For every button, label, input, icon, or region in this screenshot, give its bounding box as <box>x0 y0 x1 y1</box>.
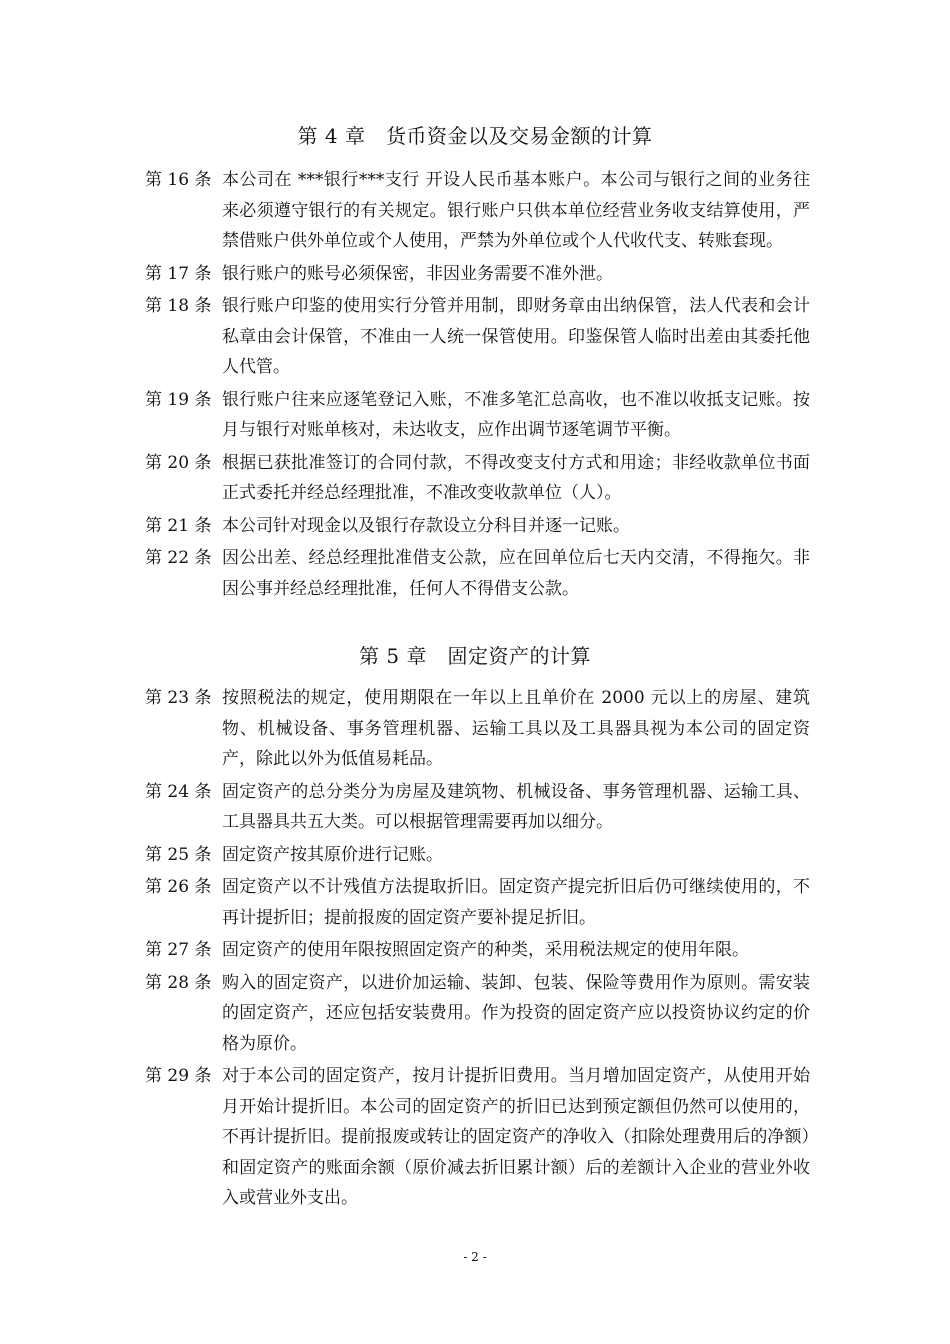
article-text: 按照税法的规定，使用期限在一年以上且单价在 2000 元以上的房屋、建筑物、机械设备、事务管理机器、运输工具以及工具器具视为本公司的固定资产，除此以外为低值易耗品。 <box>222 688 810 769</box>
article-text: 固定资产的使用年限按照固定资产的种类，采用税法规定的使用年限。 <box>222 940 749 960</box>
article-number: 第 22 条 <box>145 548 212 568</box>
article-number: 第 23 条 <box>145 688 212 708</box>
chapter-title: 第 5 章 固定资产的计算 <box>359 644 591 668</box>
article <box>145 840 810 871</box>
article-text: 购入的固定资产，以进价加运输、装卸、包装、保险等费用作为原则。需安装的固定资产，还应包括安装费用。作为投资的固定资产应以投资协议约定的价格为原价。 <box>222 972 810 1054</box>
article-text: 固定资产按其原价进行记账。 <box>222 844 443 865</box>
article-number: 第 20 条 <box>145 452 212 473</box>
article <box>145 968 810 1060</box>
article-number: 第 21 条 <box>145 515 212 536</box>
article <box>145 777 810 838</box>
article <box>145 511 810 542</box>
article-number: 第 25 条 <box>145 844 212 865</box>
article <box>145 683 810 775</box>
article <box>145 935 810 966</box>
article-text: 本公司针对现金以及银行存款设立分科目并逐一记账。 <box>222 515 630 536</box>
article-text: 根据已获批准签订的合同付款，不得改变支付方式和用途；非经收款单位书面正式委托并经总经理批准，不准改变收款单位（人）。 <box>222 452 810 503</box>
article <box>145 448 810 509</box>
article-text: 本公司在 ***银行***支行 开设人民币基本账户。本公司与银行之间的业务往来必须遵守银行的有关规定。银行账户只供本单位经营业务收支结算使用，严禁借账户供外单位或个人使用，严禁为外单位或个人代收代支、转账套现。 <box>222 170 810 251</box>
page-number: - 2 - <box>463 1250 487 1264</box>
article <box>145 165 810 257</box>
article <box>145 543 810 604</box>
article-number: 第 24 条 <box>145 781 212 802</box>
article-text: 固定资产以不计残值方法提取折旧。固定资产提完折旧后仍可继续使用的，不再计提折旧；提前报废的固定资产要补提足折旧。 <box>222 877 810 928</box>
article <box>145 385 810 446</box>
article <box>145 291 810 383</box>
article-text: 银行账户印鉴的使用实行分管并用制，即财务章由出纳保管，法人代表和会计私章由会计保管，不准由一人统一保管使用。印鉴保管人临时出差由其委托他人代管。 <box>222 296 810 377</box>
article-text: 银行账户往来应逐笔登记入账，不准多笔汇总高收，也不准以收抵支记账。按月与银行对账单核对，未达收支，应作出调节逐笔调节平衡。 <box>222 389 810 440</box>
article-number: 第 18 条 <box>145 296 212 316</box>
chapter-title: 第 4 章 货币资金以及交易金额的计算 <box>297 124 653 148</box>
article-number: 第 27 条 <box>145 940 212 960</box>
article <box>145 259 810 290</box>
article-text: 因公出差、经总经理批准借支公款，应在回单位后七天内交清，不得拖欠。非因公事并经总经理批准，任何人不得借支公款。 <box>222 548 810 599</box>
article-text: 固定资产的总分类分为房屋及建筑物、机械设备、事务管理机器、运输工具、工具器具共五大类。可以根据管理需要再加以细分。 <box>222 781 810 832</box>
article-number: 第 19 条 <box>145 389 212 410</box>
chapter-5-articles <box>145 683 810 1216</box>
article <box>145 1061 810 1214</box>
article-number: 第 29 条 <box>145 1066 212 1086</box>
article-number: 第 16 条 <box>145 170 212 190</box>
chapter-4-articles <box>145 165 810 606</box>
article <box>145 872 810 933</box>
article-text: 银行账户的账号必须保密，非因业务需要不准外泄。 <box>222 263 613 284</box>
article-number: 第 26 条 <box>145 877 212 897</box>
article-text: 对于本公司的固定资产，按月计提折旧费用。当月增加固定资产，从使用开始月开始计提折旧。本公司的固定资产的折旧已达到预定额但仍然可以使用的，不再计提折旧。提前报废或转让的固定资产的净收入（扣除处理费用后的净额）和固定资产的账面余额（原价减去折旧累计额）后的差额计入企业的营业外收入或营业外支出。 <box>222 1066 810 1208</box>
article-number: 第 28 条 <box>145 972 212 993</box>
article-number: 第 17 条 <box>145 263 212 284</box>
